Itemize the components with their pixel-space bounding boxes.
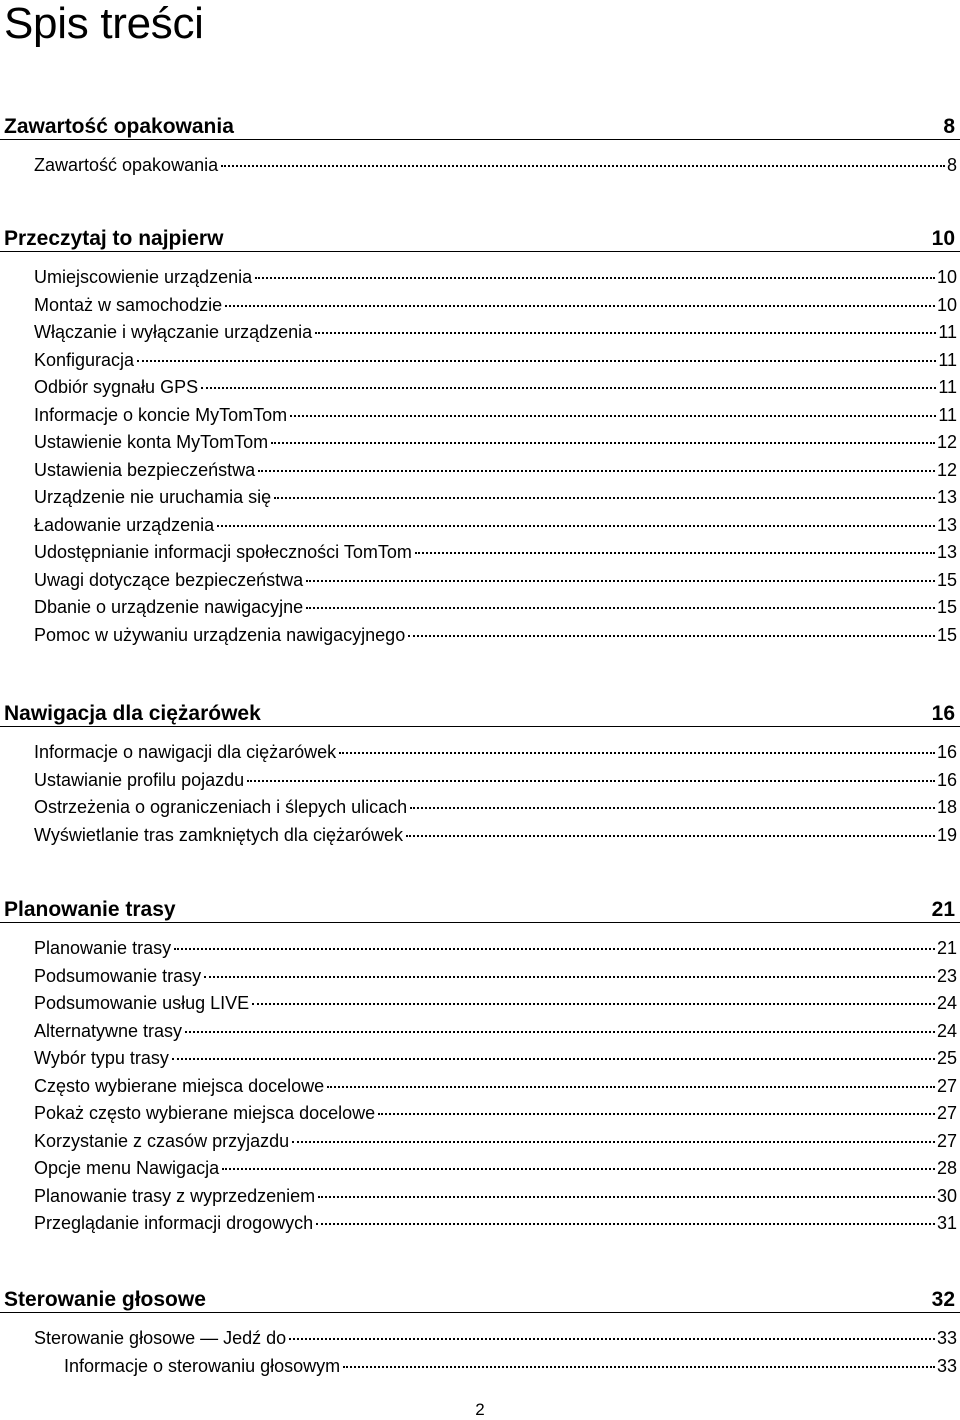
entry-page: 13 — [936, 514, 957, 535]
section-title: Przeczytaj to najpierw — [4, 227, 224, 250]
toc-entry[interactable] — [0, 794, 960, 822]
toc-entry[interactable] — [0, 1210, 960, 1238]
entry-label: Urządzenie nie uruchamia się — [34, 487, 272, 507]
page-title: Spis treści — [4, 0, 204, 48]
entry-page: 12 — [936, 459, 957, 480]
toc-entry[interactable] — [0, 822, 960, 850]
section-title: Planowanie trasy — [4, 898, 176, 921]
toc-entry[interactable] — [0, 567, 960, 595]
dot-leader — [204, 976, 935, 978]
entry-page: 18 — [936, 797, 957, 817]
section-heading[interactable] — [0, 893, 960, 923]
entry-label: Konfiguracja — [34, 349, 135, 370]
entry-page: 12 — [936, 432, 957, 452]
entry-page: 8 — [946, 155, 957, 175]
entry-page: 10 — [936, 294, 957, 315]
entry-label: Planowanie trasy — [34, 938, 172, 958]
entry-label: Ładowanie urządzenia — [34, 514, 215, 535]
dot-leader — [290, 415, 936, 417]
entry-list — [0, 152, 960, 180]
entry-page: 11 — [938, 377, 957, 397]
entry-page: 15 — [936, 624, 957, 645]
entry-page: 15 — [936, 597, 957, 617]
toc-section-nawigacja-ciezarowek — [0, 697, 960, 849]
entry-page: 15 — [936, 569, 957, 590]
toc-entry[interactable] — [0, 1183, 960, 1211]
entry-page: 16 — [936, 769, 957, 790]
toc-entry[interactable] — [0, 347, 960, 375]
dot-leader — [408, 635, 935, 637]
toc-entry[interactable] — [0, 1018, 960, 1046]
toc-entry[interactable] — [0, 264, 960, 292]
toc-entry[interactable] — [0, 457, 960, 485]
dot-leader — [274, 497, 935, 499]
entry-page: 11 — [938, 404, 957, 425]
entry-page: 33 — [936, 1328, 957, 1348]
toc-entry[interactable] — [0, 767, 960, 795]
dot-leader — [137, 360, 936, 362]
toc-entry[interactable] — [0, 319, 960, 347]
entry-label: Podsumowanie usług LIVE — [34, 993, 250, 1013]
entry-label: Ustawienia bezpieczeństwa — [34, 459, 256, 480]
entry-page: 21 — [936, 938, 957, 958]
dot-leader — [247, 780, 935, 782]
entry-page: 13 — [936, 542, 957, 562]
toc-entry[interactable] — [0, 374, 960, 402]
entry-page: 28 — [936, 1158, 957, 1178]
dot-leader — [252, 1003, 935, 1005]
dot-leader — [318, 1196, 935, 1198]
entry-list — [0, 935, 960, 1238]
toc-section-przeczytaj — [0, 222, 960, 649]
toc-entry[interactable] — [0, 1155, 960, 1183]
dot-leader — [201, 387, 936, 389]
entry-label: Uwagi dotyczące bezpieczeństwa — [34, 569, 304, 590]
toc-section-sterowanie-glosowe — [0, 1283, 960, 1380]
toc-entry[interactable] — [0, 1325, 960, 1353]
toc-entry[interactable] — [0, 152, 960, 180]
dot-leader — [174, 948, 935, 950]
dot-leader — [217, 525, 935, 527]
toc-entry[interactable] — [0, 512, 960, 540]
entry-label: Pomoc w używaniu urządzenia nawigacyjnego — [34, 624, 406, 645]
dot-leader — [415, 552, 935, 554]
entry-list — [0, 1325, 960, 1380]
entry-page: 13 — [936, 487, 957, 507]
section-page: 16 — [931, 702, 955, 725]
toc-entry[interactable] — [0, 935, 960, 963]
toc-entry[interactable] — [0, 990, 960, 1018]
entry-label: Ostrzeżenia o ograniczeniach i ślepych ulicach — [34, 797, 408, 817]
entry-page: 27 — [936, 1130, 957, 1151]
entry-list — [0, 264, 960, 649]
entry-label: Ustawianie profilu pojazdu — [34, 769, 245, 790]
entry-page: 27 — [936, 1075, 957, 1096]
toc-section-planowanie-trasy — [0, 893, 960, 1238]
entry-label: Udostępnianie informacji społeczności TomTom — [34, 542, 412, 562]
toc-entry[interactable] — [0, 963, 960, 991]
toc-entry[interactable] — [0, 292, 960, 320]
entry-label: Włączanie i wyłączanie urządzenia — [34, 322, 313, 342]
toc-entry[interactable] — [0, 484, 960, 512]
page-number: 2 — [475, 1400, 485, 1419]
dot-leader — [289, 1338, 935, 1340]
section-title: Zawartość opakowania — [4, 115, 234, 138]
section-page: 21 — [931, 898, 955, 921]
toc-section-zawartosc — [0, 110, 960, 180]
entry-page: 19 — [936, 824, 957, 845]
toc-entry[interactable] — [0, 539, 960, 567]
toc-subentry[interactable] — [0, 1353, 960, 1381]
entry-page: 23 — [936, 965, 957, 986]
entry-label: Umiejscowienie urządzenia — [34, 267, 253, 287]
section-heading[interactable] — [0, 110, 960, 140]
entry-page: 11 — [938, 349, 957, 370]
entry-label: Montaż w samochodzie — [34, 294, 223, 315]
entry-label: Często wybierane miejsca docelowe — [34, 1075, 325, 1096]
toc-entry[interactable] — [0, 402, 960, 430]
dot-leader — [292, 1141, 935, 1143]
entry-label: Odbiór sygnału GPS — [34, 377, 199, 397]
section-heading[interactable] — [0, 697, 960, 727]
dot-leader — [378, 1113, 935, 1115]
entry-label: Sterowanie głosowe — Jedź do — [34, 1328, 287, 1348]
entry-page: 11 — [938, 322, 957, 342]
entry-label: Informacje o sterowaniu głosowym — [64, 1355, 341, 1376]
section-page: 32 — [931, 1288, 955, 1311]
entry-page: 10 — [936, 267, 957, 287]
dot-leader — [172, 1058, 935, 1060]
section-title: Nawigacja dla ciężarówek — [4, 702, 261, 725]
entry-list — [0, 739, 960, 849]
dot-leader — [225, 305, 935, 307]
entry-label: Zawartość opakowania — [34, 155, 219, 175]
toc-entry[interactable] — [0, 594, 960, 622]
dot-leader — [315, 332, 936, 334]
toc-entry[interactable] — [0, 1128, 960, 1156]
entry-label: Korzystanie z czasów przyjazdu — [34, 1130, 290, 1151]
dot-leader — [306, 607, 935, 609]
toc-entry[interactable] — [0, 1100, 960, 1128]
entry-label: Alternatywne trasy — [34, 1020, 183, 1041]
entry-label: Wybór typu trasy — [34, 1048, 169, 1068]
entry-page: 16 — [936, 742, 957, 762]
entry-page: 24 — [936, 1020, 957, 1041]
dot-leader — [410, 807, 935, 809]
dot-leader — [316, 1223, 935, 1225]
dot-leader — [271, 442, 935, 444]
dot-leader — [185, 1031, 935, 1033]
section-page: 8 — [943, 115, 955, 138]
entry-label: Przeglądanie informacji drogowych — [34, 1213, 314, 1233]
dot-leader — [258, 470, 935, 472]
entry-page: 25 — [936, 1048, 957, 1068]
toc-entry[interactable] — [0, 429, 960, 457]
entry-label: Dbanie o urządzenie nawigacyjne — [34, 597, 304, 617]
entry-label: Pokaż często wybierane miejsca docelowe — [34, 1103, 376, 1123]
entry-label: Planowanie trasy z wyprzedzeniem — [34, 1185, 316, 1206]
entry-label: Informacje o nawigacji dla ciężarówek — [34, 742, 337, 762]
section-heading[interactable] — [0, 1283, 960, 1313]
entry-label: Podsumowanie trasy — [34, 965, 202, 986]
entry-page: 33 — [936, 1355, 957, 1376]
section-page: 10 — [931, 227, 955, 250]
toc-entry[interactable] — [0, 739, 960, 767]
section-heading[interactable] — [0, 222, 960, 252]
dot-leader — [255, 277, 935, 279]
dot-leader — [339, 752, 935, 754]
entry-page: 27 — [936, 1103, 957, 1123]
section-title: Sterowanie głosowe — [4, 1288, 206, 1311]
toc-entry[interactable] — [0, 622, 960, 650]
entry-label: Opcje menu Nawigacja — [34, 1158, 220, 1178]
dot-leader — [406, 835, 935, 837]
entry-page: 24 — [936, 993, 957, 1013]
toc-entry[interactable] — [0, 1045, 960, 1073]
entry-page: 30 — [936, 1185, 957, 1206]
dot-leader — [327, 1086, 935, 1088]
entry-label: Wyświetlanie tras zamkniętych dla ciężarówek — [34, 824, 403, 845]
entry-page: 31 — [936, 1213, 957, 1233]
dot-leader — [221, 165, 945, 167]
dot-leader — [343, 1366, 935, 1368]
dot-leader — [306, 580, 935, 582]
toc-entry[interactable] — [0, 1073, 960, 1101]
entry-label: Informacje o koncie MyTomTom — [34, 404, 288, 425]
dot-leader — [222, 1168, 935, 1170]
entry-label: Ustawienie konta MyTomTom — [34, 432, 269, 452]
